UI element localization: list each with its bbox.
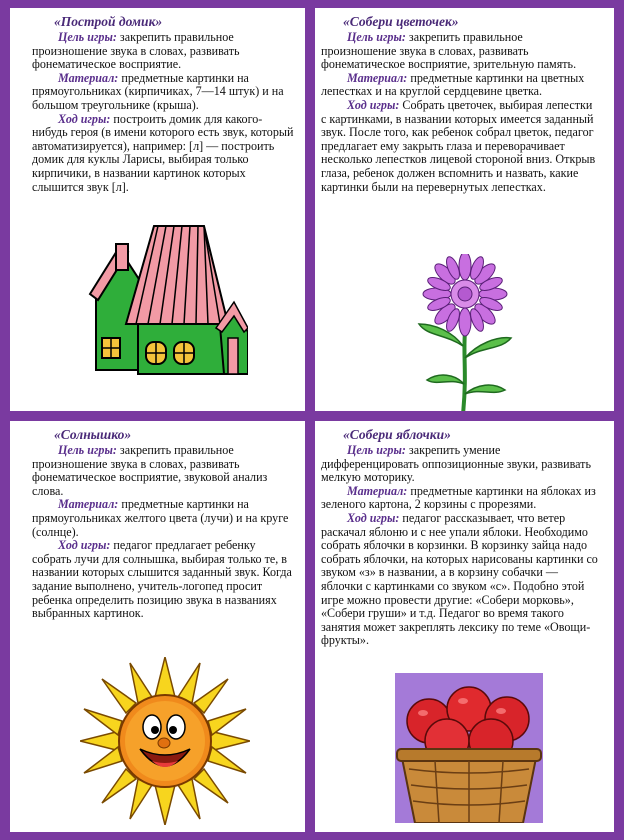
material-label: Материал: (58, 70, 119, 85)
material-paragraph (32, 498, 295, 539)
card-text (32, 427, 295, 621)
goal-text: закрепить правильное произношение звука в словах, развивать фонематическое восприятие, зрительную память. (321, 30, 577, 72)
game-card-apples (315, 421, 614, 832)
game-card-house (10, 8, 305, 411)
course-label: Ход игры: (347, 510, 400, 525)
course-text: педагог рассказывает, что ветер раскачал яблоню и с нее упали яблоки. Необходимо собрать яблочки в корзинки. В корзинку зайца надо собрать яблочки, на которых нарисованы картинки со звуком «з» в названии, а в корзину собачки — яблочки с картинками со звуком «с». Подобно этой игре можно провести другие: «Собери морковь», «Собери груши» и т.д. Педагог во время такого занятия может закреплять лексику по теме «Овощи-фрукты». (321, 510, 598, 648)
goal-text: закрепить правильное произношение звука в словах, развивать фонематическое восприятие. (32, 30, 240, 72)
course-paragraph (321, 512, 600, 648)
course-label: Ход игры: (58, 538, 111, 553)
material-text: предметные картинки на цветных лепестках и на круглой сердцевине цветка. (321, 70, 585, 99)
course-text: Собрать цветочек, выбирая лепестки с картинками, в названии которых имеется заданный звук. После того, как ребенок собрал цветок, педагог предлагает ему закрыть глаза и переворачивает несколько лепестков лицевой стороной вниз. Открыв глаза, ребенок должен вспомнить и назвать, какие картинки были на перевернутых лепестках. (321, 97, 596, 194)
course-label: Ход игры: (58, 111, 111, 126)
material-paragraph (32, 72, 295, 113)
game-card-flower (315, 8, 614, 411)
card-text (32, 14, 295, 194)
house-illustration (88, 220, 248, 376)
goal-label: Цель игры: (347, 30, 406, 44)
apple-basket-illustration (395, 673, 543, 823)
card-text (321, 14, 600, 194)
material-label: Материал: (58, 497, 119, 512)
material-paragraph (321, 485, 600, 512)
course-paragraph (321, 99, 600, 194)
goal-paragraph (321, 444, 600, 485)
goal-label: Цель игры: (58, 30, 117, 44)
goal-paragraph (32, 31, 295, 72)
goal-paragraph (321, 31, 600, 72)
goal-text: закрепить умение дифференцировать оппозиционные звуки, развивать мелкую моторику. (321, 443, 591, 485)
course-text: построить домик для какого-нибудь героя (в имени которого есть звук, который автоматизируется), например: [л] — построить домик для куклы Ларисы, выбирая только кирпичики, в названии картинок которых слышится звук [л]. (32, 111, 294, 194)
game-card-sun (10, 421, 305, 832)
material-label: Материал: (347, 70, 408, 85)
goal-label: Цель игры: (347, 443, 406, 457)
goal-label: Цель игры: (58, 443, 117, 457)
card-title: «Солнышко» (54, 427, 132, 442)
course-paragraph (32, 113, 295, 195)
material-label: Материал: (347, 483, 408, 498)
flower-illustration (415, 254, 515, 411)
material-text: предметные картинки на прямоугольниках желтого цвета (лучи) и на круге (солнце). (32, 497, 289, 539)
card-title: «Собери цветочек» (343, 14, 459, 29)
course-text: педагог предлагает ребенку собрать лучи для солнышка, выбирая только те, в названии которых слышится заданный звук. Когда задание выполнено, учитель-логопед просит ребенка определить позицию звука в названиях выбранных картинок. (32, 538, 292, 621)
goal-paragraph (32, 444, 295, 498)
material-text: предметные картинки на яблоках из зеленого картона, 2 корзины с прорезями. (321, 483, 596, 512)
course-label: Ход игры: (347, 97, 400, 112)
material-paragraph (321, 72, 600, 99)
goal-text: закрепить правильное произношение звука в словах, развивать фонематическое восприятие, звуковой анализ слова. (32, 443, 268, 498)
material-text: предметные картинки на прямоугольниках (кирпичиках, 7—14 штук) и на большом треугольнике (крыша). (32, 70, 284, 112)
card-text (321, 427, 600, 648)
course-paragraph (32, 539, 295, 621)
sun-illustration (80, 657, 250, 825)
card-title: «Собери яблочки» (343, 427, 451, 442)
card-title: «Построй домик» (54, 14, 163, 29)
